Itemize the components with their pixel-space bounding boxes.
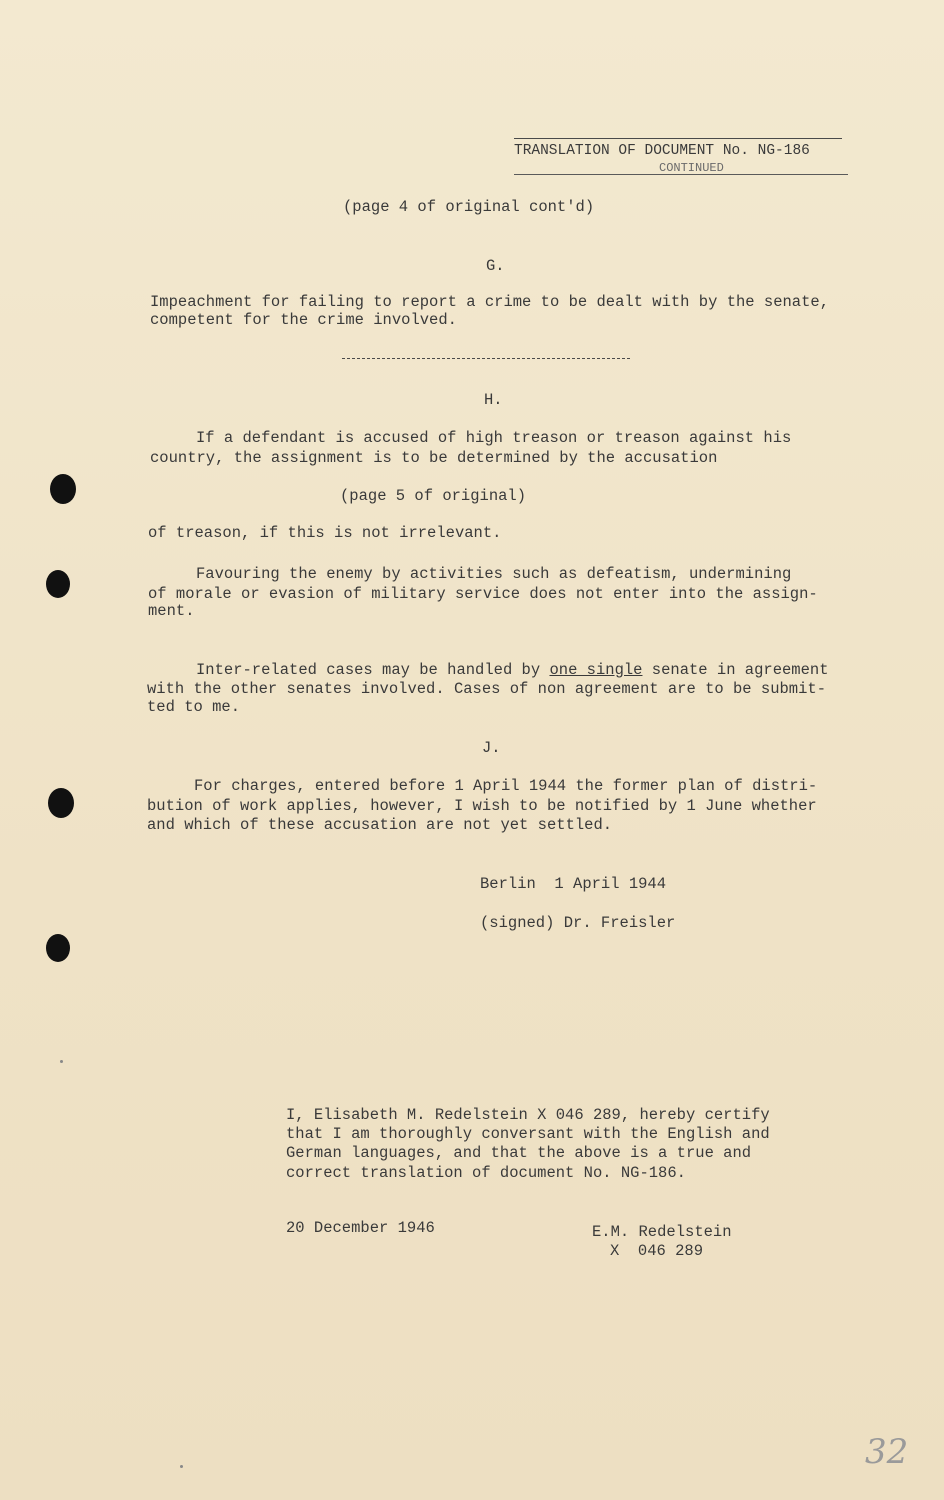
- folio-number: 32: [865, 1432, 909, 1472]
- certification-line2: that I am thoroughly conversant with the English and: [286, 1125, 770, 1143]
- section-j-heading: J.: [482, 739, 501, 757]
- section-h-para3-line1: [196, 661, 829, 679]
- punch-hole-2: [46, 570, 70, 598]
- section-h-para1-cont: of treason, if this is not irrelevant.: [148, 524, 502, 542]
- translator-id: X 046 289: [610, 1242, 704, 1260]
- header-rule-top: [514, 138, 842, 139]
- page-reference: (page 4 of original cont'd): [343, 198, 595, 216]
- punch-hole-3: [48, 788, 74, 818]
- section-h-para1-line2: country, the assignment is to be determined by the accusation: [150, 449, 718, 467]
- paper-speck: [60, 1060, 63, 1063]
- place-date: Berlin 1 April 1944: [480, 875, 667, 893]
- section-h-para2-line3: ment.: [148, 602, 195, 620]
- para3-underlined-text: one single: [549, 661, 643, 679]
- section-h-para3-line3: ted to me.: [147, 698, 241, 716]
- signature-line: (signed) Dr. Freisler: [480, 914, 676, 932]
- certification-line1: I, Elisabeth M. Redelstein X 046 289, hereby certify: [286, 1106, 770, 1124]
- certification-line4: correct translation of document No. NG-186.: [286, 1164, 686, 1182]
- section-h-para2-line2: of morale or evasion of military service does not enter into the assign-: [148, 585, 818, 603]
- section-h-para1-line1: If a defendant is accused of high treason or treason against his: [196, 429, 792, 447]
- certification-line3: German languages, and that the above is a true and: [286, 1144, 752, 1162]
- paper-speck: [180, 1465, 183, 1468]
- section-h-heading: H.: [484, 391, 503, 409]
- document-header: [514, 138, 844, 175]
- certification-date: 20 December 1946: [286, 1219, 435, 1237]
- punch-hole-4: [46, 934, 70, 962]
- translator-name: E.M. Redelstein: [592, 1223, 732, 1241]
- section-h-para3-line2: with the other senates involved. Cases of non agreement are to be submit-: [147, 680, 827, 698]
- para3-text-start: Inter-related cases may be handled by: [196, 661, 550, 679]
- section-j-line1: For charges, entered before 1 April 1944 the former plan of distri-: [194, 777, 818, 795]
- section-j-line3: and which of these accusation are not yet settled.: [147, 816, 613, 834]
- section-g-text: Impeachment for failing to report a crime to be dealt with by the senate, competent for the crime involved.: [150, 293, 830, 329]
- para3-text-end: senate in agreement: [642, 661, 829, 679]
- section-divider: [342, 358, 630, 359]
- section-j-line2: bution of work applies, however, I wish to be notified by 1 June whether: [147, 797, 817, 815]
- section-h-para2-line1: Favouring the enemy by activities such as defeatism, undermining: [196, 565, 792, 583]
- header-title: TRANSLATION OF DOCUMENT No. NG-186: [514, 143, 810, 159]
- punch-hole-1: [50, 474, 76, 504]
- header-subtitle: CONTINUED: [659, 161, 724, 175]
- page-reference-2: (page 5 of original): [340, 487, 527, 505]
- section-g-heading: G.: [486, 257, 505, 275]
